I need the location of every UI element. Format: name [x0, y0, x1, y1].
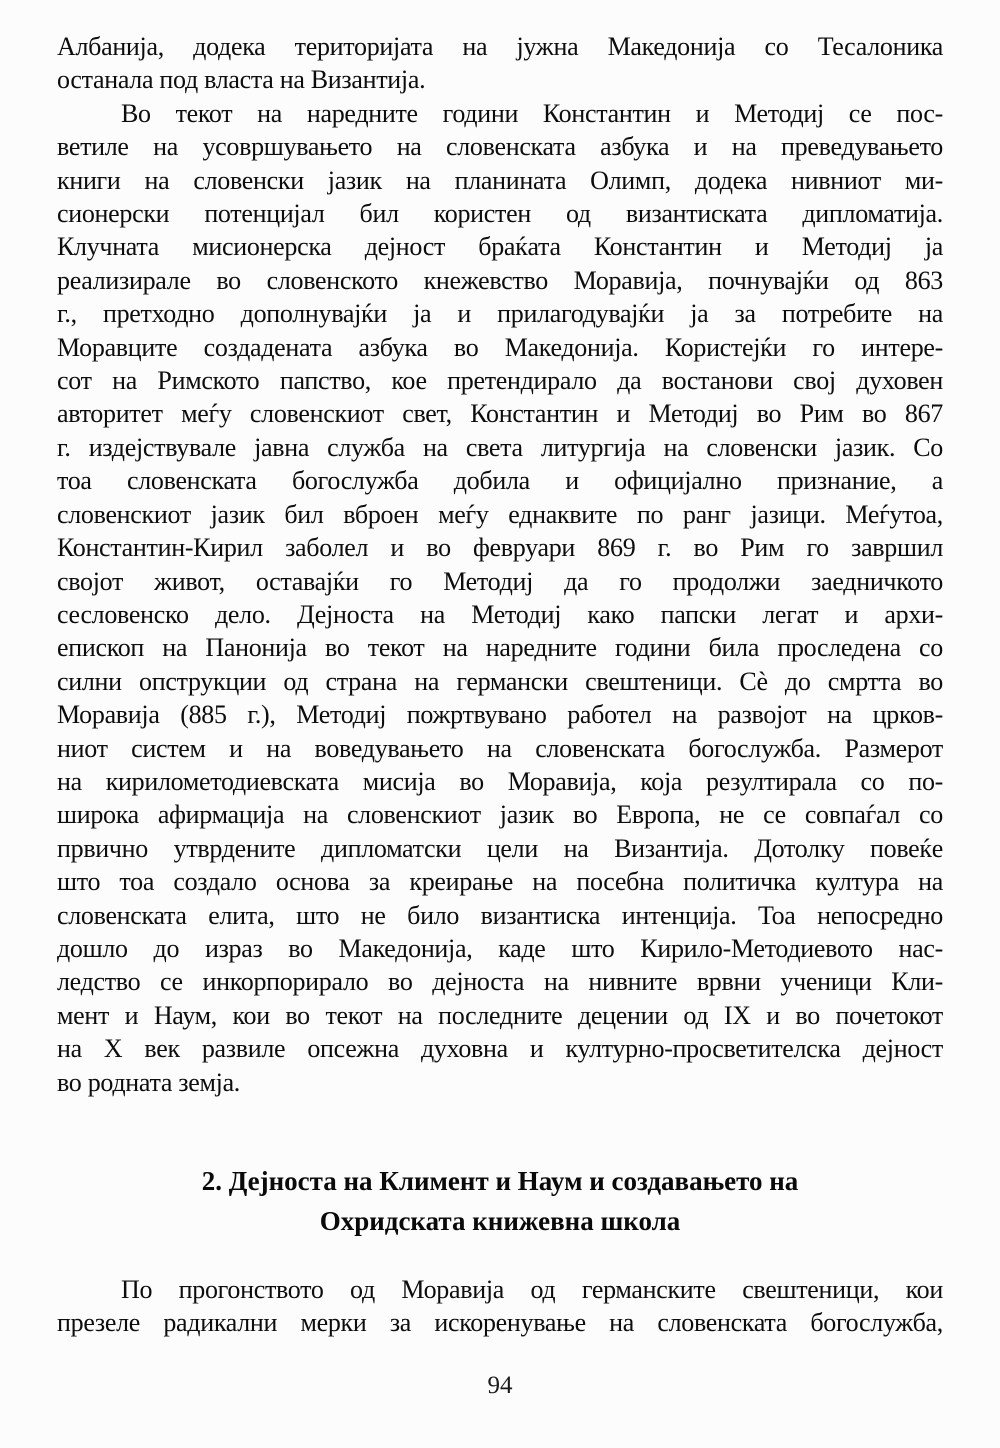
text-line: ниот систем и на воведувањето на словенската богослужба. Размерот	[57, 733, 943, 763]
text-line: словенската елита, што не било византиска интенција. Тоа непосредно	[57, 900, 943, 930]
text-line: останала под власта на Византија.	[57, 65, 426, 95]
section-heading	[57, 1161, 943, 1241]
text-line: г., претходно дополнувајќи ја и прилагодувајќи ја за потребите на	[57, 299, 943, 329]
text-line: Клучната мисионерска дејност браќата Константин и Методиј ја	[57, 232, 943, 262]
text-line: реализирале во словенското кнежевство Моравија, почнувајќи од 863	[57, 265, 943, 295]
text-line: Во текот на наредните години Константин и Методиј се пос-	[121, 98, 943, 128]
text-line: словенскиот јазик бил вброен меѓу еднаквите по ранг јазици. Меѓутоа,	[57, 499, 943, 529]
text-line: ветиле на усовршувањето на словенската азбука и на преведувањето	[57, 132, 943, 162]
section-heading-line-1: 2. Дејноста на Климент и Наум и создавањето на	[201, 1166, 799, 1196]
text-line: презеле радикални мерки за искоренување на словенската богослужба,	[57, 1308, 943, 1338]
text-line: Моравците создадената азбука во Македонија. Користејќи го интере-	[57, 332, 943, 362]
text-line: мент и Наум, кои во текот на последните децении од IX и во почетокот	[57, 1000, 943, 1030]
text-line: на кирилометодиевската мисија во Моравија, која резултирала со по-	[57, 766, 943, 796]
body-text	[57, 30, 943, 1099]
text-line: авторитет меѓу словенскиот свет, Константин и Методиј во Рим во 867	[57, 399, 943, 429]
page-number: 94	[487, 1372, 513, 1399]
text-line: дошло до израз во Македонија, каде што Кирило-Методиевото нас-	[57, 933, 943, 963]
text-line: По прогонството од Моравија од германските свештеници, кои	[121, 1275, 943, 1304]
text-line: првично утврдените дипломатски цели на Византија. Дотолку повеќе	[57, 833, 943, 863]
after-heading-text	[57, 1273, 943, 1340]
text-line: што тоа создало основа за креирање на посебна политичка култура на	[57, 867, 943, 897]
text-line: сот на Римското папство, кое претендирало да востанови свој духовен	[57, 366, 943, 396]
text-column	[57, 30, 943, 1340]
text-line: на X век развиле опсежна духовна и културно-просветителска дејност	[57, 1034, 943, 1064]
text-line: сионерски потенцијал бил користен од византиската дипломатија.	[57, 199, 943, 229]
text-line: книги на словенски јазик на планината Олимп, додека нивниот ми-	[57, 165, 943, 195]
text-line: г. издејствувале јавна служба на света литургија на словенски јазик. Со	[57, 432, 943, 462]
text-line: Албанија, додека територијата на јужна Македонија со Тесалоника	[57, 32, 943, 61]
text-line: тоа словенската богослужба добила и официјално признание, а	[57, 466, 943, 496]
text-line: ледство се инкорпорирало во дејноста на нивните врвни ученици Кли-	[57, 967, 943, 997]
text-line: Константин-Кирил заболел и во февруари 869 г. во Рим го завршил	[57, 533, 943, 563]
text-line: својот живот, оставајќи го Методиј да го продолжи заедничкото	[57, 566, 943, 596]
text-line: силни опструкции од страна на германски свештеници. Сè до смртта во	[57, 666, 943, 696]
text-line: широка афирмација на словенскиот јазик во Европа, не се совпаѓал со	[57, 800, 943, 830]
text-line: Моравија (885 г.), Методиј пожртвувано работел на развојот на црков-	[57, 700, 943, 730]
section-heading-line-2: Охридската книжевна школа	[319, 1206, 681, 1236]
text-line: епископ на Панонија во текот на наредните години била проследена со	[57, 633, 943, 663]
text-line: сесловенско дело. Дејноста на Методиј како папски легат и архи-	[57, 599, 943, 629]
text-line: во родната земја.	[57, 1067, 241, 1097]
